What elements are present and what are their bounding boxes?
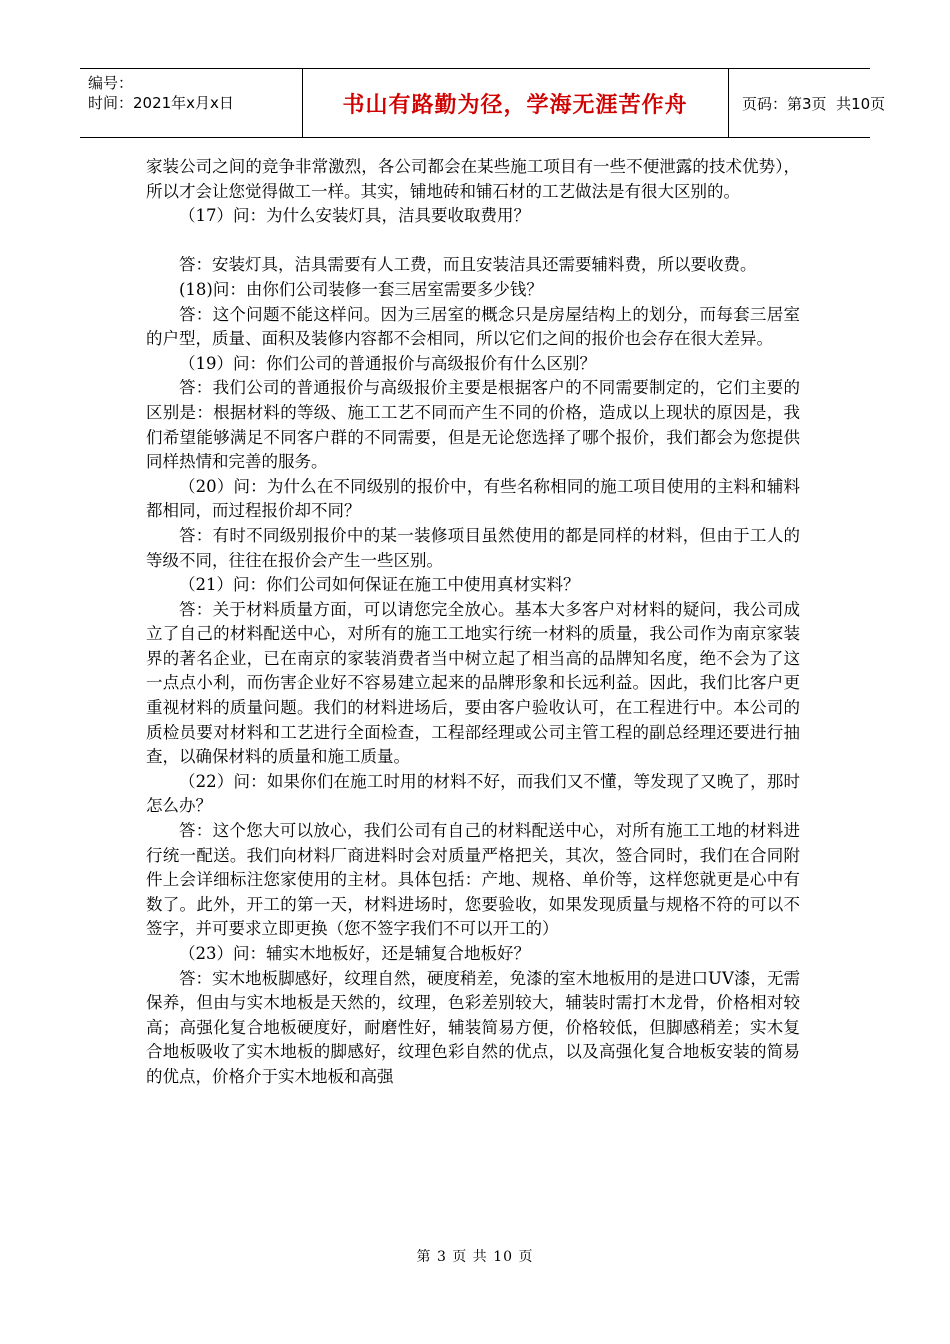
body-paragraph: （17）问：为什么安装灯具，洁具要收取费用？ xyxy=(179,206,530,226)
header-motto: 书山有路勤为径，学海无涯苦作舟 xyxy=(342,92,688,118)
document-time-label: 时间：2021年x月x日 xyxy=(88,94,234,112)
body-paragraph: (18)问：由你们公司装修一套三居室需要多少钱？ xyxy=(179,279,543,299)
page-header xyxy=(80,68,886,138)
page-label: 页码： xyxy=(742,94,788,113)
body-paragraph: 答：关于材料质量方面，可以请您完全放心。基本大多客户对材料的疑问，我公司成立了自己的材料配送中心，对所有的施工工地实行统一材料的质量，我公司作为南京家装界的著名企业，已在南京的家装消费者当中树立起了相当高的品牌知名度，绝不会为了这一点点小利，而伤害企业好不容易建立起来的品牌形象和长远利益。因此，我们比客户更重视材料的质量问题。我们的材料进场后，要由客户验收认可，在工程进行中。本公司的质检员要对材料和工艺进行全面检查，工程部经理或公司主管工程的副总经理还要进行抽查，以确保材料的质量和施工质量。 xyxy=(146,599,800,767)
header-meta xyxy=(88,73,234,113)
header-divider xyxy=(728,69,729,137)
body-paragraph: 答：实木地板脚感好，纹理自然，硬度稍差，免漆的室木地板用的是进口UV漆，无需保养，但由与实木地板是天然的，纹理，色彩差别较大，辅装时需打木龙骨，价格相对较高；高强化复合地板硬度好，耐磨性好，辅装简易方便，价格较低，但脚感稍差；实木复合地板吸收了实木地板的脚感好，纹理色彩自然的优点，以及高强化复合地板安装的简易的优点，价格介于实木地板和高强 xyxy=(146,968,800,1086)
body-paragraph: 答：这个问题不能这样问。因为三居室的概念只是房屋结构上的划分，而每套三居室的户型，质量、面积及装修内容都不会相同，所以它们之间的报价也会存在很大差异。 xyxy=(146,304,800,349)
document-body xyxy=(146,155,800,1090)
page-footer: 第 3 页 共 10 页 xyxy=(416,1249,534,1265)
body-paragraph: （21）问：你们公司如何保证在施工中使用真材实料？ xyxy=(179,575,580,595)
body-paragraph: （19）问：你们公司的普通报价与高级报价有什么区别？ xyxy=(179,353,596,373)
page-number-text: 第3页 共10页 xyxy=(787,94,886,113)
header-page-info xyxy=(742,69,885,137)
body-paragraph: （22）问：如果你们在施工时用的材料不好，而我们又不懂，等发现了又晚了，那时怎么办？ xyxy=(146,771,800,816)
body-paragraph: 答：有时不同级别报价中的某一装修项目虽然使用的都是同样的材料，但由于工人的等级不同，往往在报价会产生一些区别。 xyxy=(146,525,800,570)
body-paragraph: 答：我们公司的普通报价与高级报价主要是根据客户的不同需要制定的，它们主要的区别是：根据材料的等级、施工工艺不同而产生不同的价格，造成以上现状的原因是，我们希望能够满足不同客户群的不同需要，但是无论您选择了哪个报价，我们都会为您提供同样热情和完善的服务。 xyxy=(146,378,800,472)
document-number-label: 编号： xyxy=(88,74,134,92)
body-paragraph: （20）问：为什么在不同级别的报价中，有些名称相同的施工项目使用的主料和辅料都相同，而过程报价却不同？ xyxy=(146,476,800,521)
body-paragraph: 答：这个您大可以放心，我们公司有自己的材料配送中心，对所有施工工地的材料进行统一配送。我们向材料厂商进料时会对质量严格把关，其次，签合同时，我们在合同附件上会详细标注您家使用的主材。具体包括：产地、规格、单价等，这样您就更是心中有数了。此外，开工的第一天，材料进场时，您要验收，如果发现质量与规格不符的可以不签字，并可要求立即更换（您不签字我们不可以开工的） xyxy=(146,821,800,939)
body-paragraph: （23）问：辅实木地板好，还是辅复合地板好？ xyxy=(179,944,530,963)
body-paragraph: 答：安装灯具，洁具需要有人工费，而且安装洁具还需要辅料费，所以要收费。 xyxy=(179,255,757,275)
body-paragraph: 家装公司之间的竞争非常激烈，各公司都会在某些施工项目有一些不便泄露的技术优势），所以才会让您觉得做工一样。其实，铺地砖和铺石材的工艺做法是有很大区别的。 xyxy=(146,157,800,201)
blank-line xyxy=(146,229,800,254)
